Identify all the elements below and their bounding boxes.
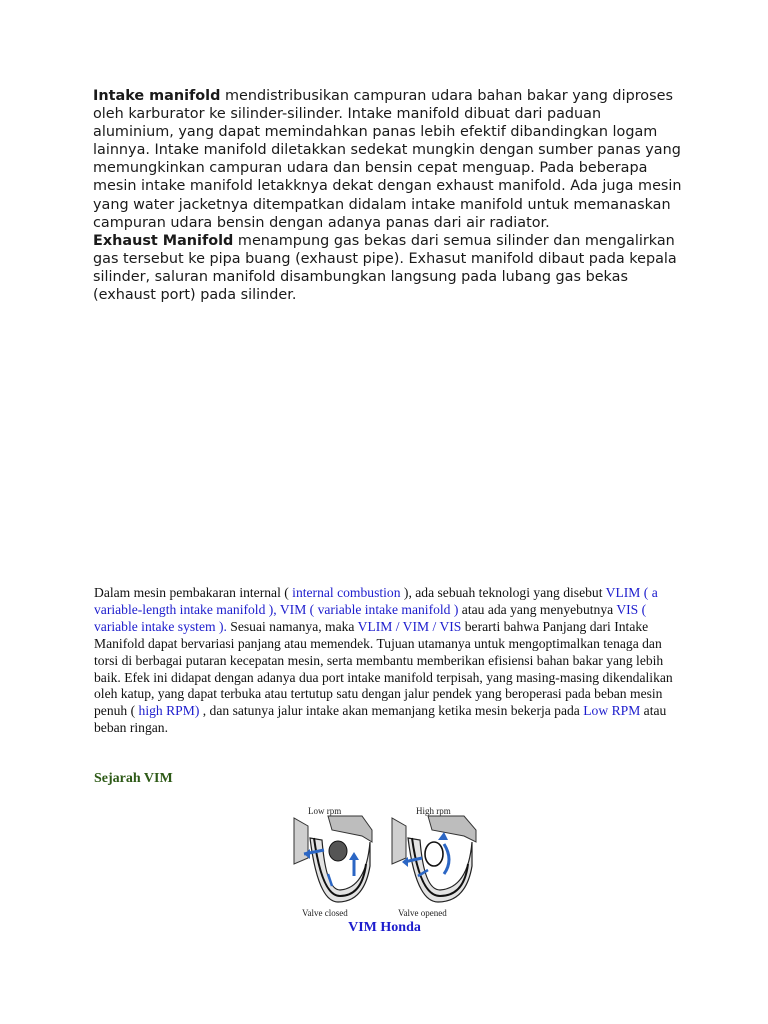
link-vis[interactable]: VIS ( variable intake system ). <box>94 601 647 634</box>
link-vlim-vim-vis[interactable]: VLIM / VIM / VIS <box>357 618 462 634</box>
valve-opened-shape <box>425 842 443 866</box>
text-segment: ), ada sebuah teknologi yang disebut <box>400 585 606 600</box>
vim-diagram-svg <box>288 804 481 920</box>
flow-arrow <box>444 844 449 874</box>
label-low-rpm: Low rpm <box>308 806 342 816</box>
section-heading: Sejarah VIM <box>94 771 173 786</box>
label-valve-opened: Valve opened <box>398 908 447 918</box>
label-valve-closed: Valve closed <box>302 908 348 918</box>
exhaust-text: menampung gas bekas dari semua silinder dan mengalirkan gas tersebut ke pipa buang (exhaust pipe). Exhasut manifold dibaut pada kepala silinder, saluran manifold disambungkan langsung pada lubang gas bekas (exhaust port) pada silinder. <box>93 232 677 304</box>
low-rpm-panel <box>294 806 372 918</box>
text-segment: , dan satunya jalur intake akan memanjang ketika mesin bekerja pada <box>199 703 584 719</box>
vim-diagram <box>288 804 481 920</box>
link-vlim-vim[interactable]: VLIM ( a variable-length intake manifold ), VIM ( variable intake manifold ) <box>94 585 658 617</box>
manifold-description <box>93 87 683 304</box>
vlim-paragraph <box>94 585 684 737</box>
high-rpm-panel <box>392 806 476 918</box>
link-low-rpm[interactable]: Low RPM <box>583 703 641 719</box>
intake-body-left <box>294 818 308 864</box>
text-segment: atau beban ringan. <box>94 703 667 736</box>
vlim-description <box>94 585 684 737</box>
plenum-right <box>428 816 476 842</box>
label-high-rpm: High rpm <box>416 806 451 816</box>
text-segment: berarti bahwa Panjang dari Intake Manifold dapat bervariasi panjang atau memendek. Tujuan utamanya untuk mengoptimalkan tenaga dan torsi di berbagai putaran kecepatan mesin, serta membantu memberikan efisiensi bahan bakar yang lebih baik. Efek ini didapat dengan adanya dua port intake manifold terpisah, yang masing-masing dikendalikan oleh katup, yang dapat terbuka atau tertutup satu dengan jalur pendek yang beroperasi pada beban mesin penuh ( <box>94 618 673 719</box>
valve-closed-shape <box>329 841 347 861</box>
text-segment: Dalam mesin pembakaran internal ( <box>94 585 293 600</box>
figure-caption: VIM Honda <box>348 920 421 935</box>
text-segment: Sesuai namanya, maka <box>226 618 358 634</box>
intake-body-right <box>392 818 406 864</box>
plenum-left <box>328 816 372 842</box>
text-segment: atau ada yang menyebutnya <box>458 601 617 617</box>
link-high-rpm[interactable]: high RPM) <box>138 703 200 719</box>
intake-text: mendistribusikan campuran udara bahan bakar yang diproses oleh karburator ke silinder-silinder. Intake manifold dibuat dari paduan aluminium, yang dapat memindahkan panas lebih efektif dibandingkan logam lainnya. Intake manifold diletakkan sedekat mungkin dengan sumber panas yang memungkinkan campuran udara dan bensin cepat menguap. Pada beberapa mesin intake manifold letakknya dekat dengan exhaust manifold. Ada juga mesin yang water jacketnya ditempatkan didalam intake manifold untuk memanaskan campuran udara bensin dengan adanya panas dari air radiator. <box>93 88 682 231</box>
intake-term: Intake manifold <box>93 88 221 104</box>
exhaust-paragraph <box>93 232 683 304</box>
exhaust-term: Exhaust Manifold <box>93 232 234 249</box>
link-internal-combustion[interactable]: internal combustion <box>292 585 401 600</box>
intake-paragraph <box>93 87 683 232</box>
flow-arrowhead <box>349 852 359 860</box>
